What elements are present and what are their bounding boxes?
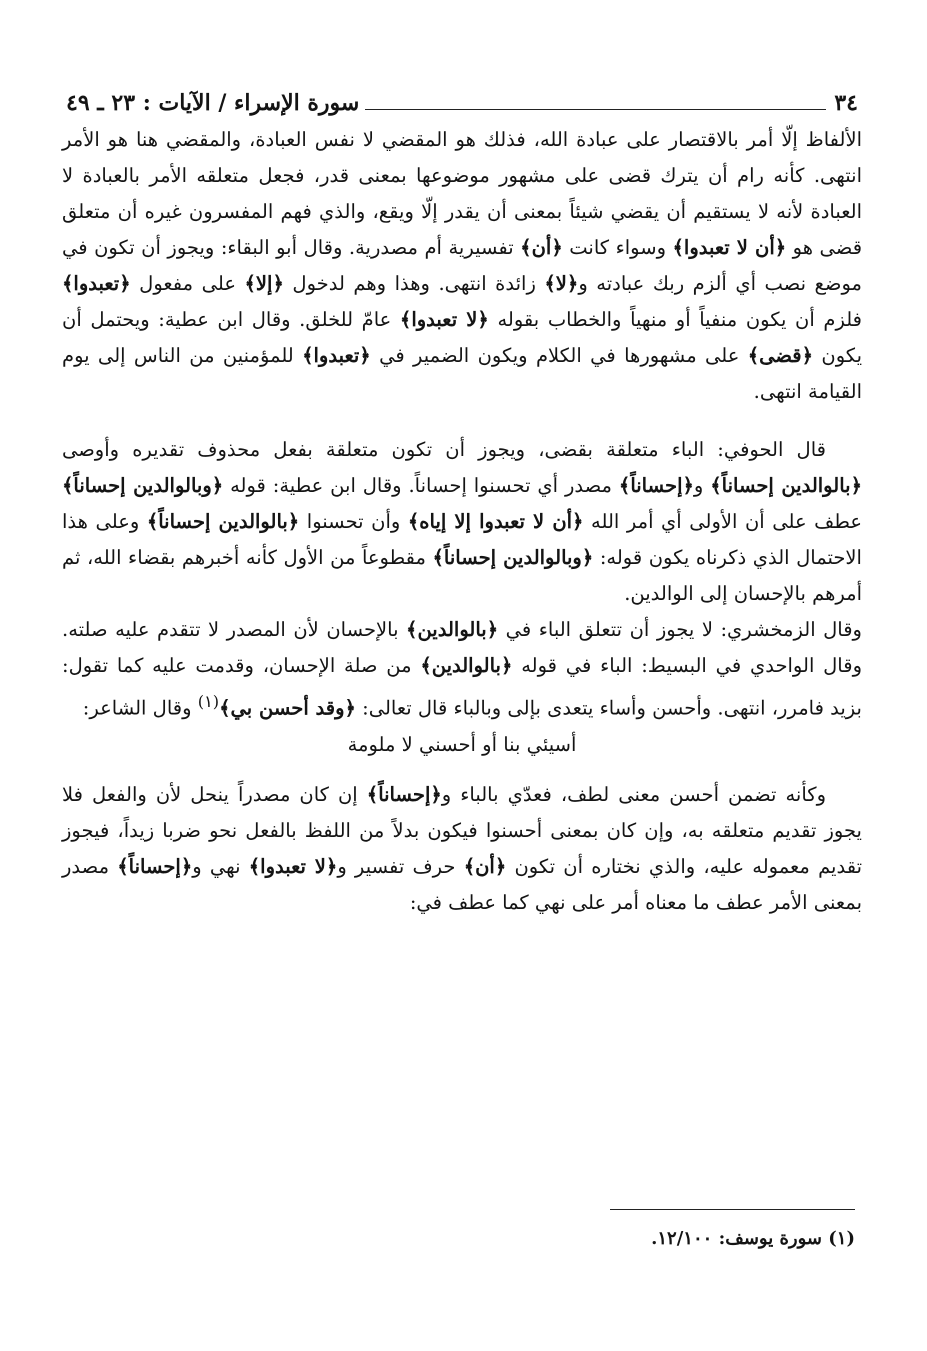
quran-quote: ﴿إحساناً﴾	[117, 854, 193, 878]
footnote-marker[interactable]: (١)	[197, 692, 220, 711]
text-run: للمؤمنين من الناس إلى يوم القيامة انتهى.	[62, 344, 862, 403]
text-run: وقال الشاعر:	[82, 696, 198, 720]
body-text	[62, 122, 862, 921]
quran-quote: ﴿لا تعبدوا﴾	[248, 854, 338, 878]
text-run: فلزم أن يكون منفياً أو منهياً والخطاب بقوله	[488, 308, 862, 331]
poetry-verse: أسيئي بنا أو أحسني لا ملومة	[347, 732, 577, 756]
text-run: إن كان مصدراً ينحل لأن والفعل فلا يجوز تقديم متعلقه به، وإن كان بمعنى أحسنوا فيكون بدلاً من اللفظ بالفعل نحو ضربا زيداً، فيجوز تقديم معموله عليه، والذي نختاره أن تكون	[62, 782, 863, 878]
text-run: زائدة انتهى. وهذا وهم لدخول	[283, 272, 545, 295]
quran-quote: ﴿بالوالدين﴾	[406, 618, 499, 641]
text-run: على مفعول	[130, 272, 245, 295]
quran-quote: ﴿أن﴾	[463, 854, 507, 878]
text-run: وأن تحسنوا	[299, 510, 408, 533]
quran-quote: ﴿وبالوالدين إحساناً﴾	[62, 474, 224, 497]
text-run: بالإحسان لأن المصدر لا تتقدم عليه صلته. وقال الواحدي في البسيط: الباء في قوله	[62, 618, 862, 677]
text-run: نهي و	[192, 854, 249, 878]
quran-quote: ﴿أن لا تعبدوا إلا إياه﴾	[407, 510, 584, 533]
text-run: وعلى هذا الاحتمال الذي ذكرناه يكون قوله:	[62, 510, 862, 569]
text-run: تفسيرية أم مصدرية. وقال أبو البقاء: ويجوز أن تكون في موضع نصب أي ألزم ربك عبادته و	[62, 236, 862, 295]
text-run: و	[693, 474, 711, 497]
text-run: عامّ للخلق. وقال ابن عطية: ويحتمل أن يكون	[62, 308, 862, 367]
quran-quote: ﴿إحساناً﴾	[618, 474, 694, 497]
quran-quote: ﴿قضى﴾	[747, 344, 814, 367]
text-run: قال الحوفي: الباء متعلقة بقضى، ويجوز أن تكون متعلقة بفعل محذوف تقديره وأوصى	[62, 438, 826, 461]
surah-title: سورة الإسراء / الآيات : ٢٣ ـ ٤٩	[66, 90, 360, 116]
quran-quote: ﴿تعبدوا﴾	[62, 272, 131, 295]
quran-quote: ﴿لا تعبدوا﴾	[399, 308, 489, 331]
quran-quote: ﴿أن﴾	[520, 236, 563, 259]
quran-quote: ﴿لا﴾	[544, 272, 579, 295]
footnote-rule	[610, 1209, 855, 1210]
text-run: حرف تفسير و	[337, 854, 464, 878]
paragraph-4	[62, 777, 862, 921]
paragraph-1	[62, 122, 862, 410]
quran-quote: ﴿تعبدوا﴾	[302, 344, 371, 367]
header-rule	[365, 109, 826, 110]
quran-quote: ﴿أن لا تعبدوا﴾	[672, 236, 787, 259]
quran-quote: ﴿بالوالدين إحساناً﴾	[710, 474, 862, 497]
running-header	[66, 82, 858, 116]
text-run: مقطوعاً من الأول كأنه أخبرهم بقضاء الله، ثم أمرهم بالإحسان إلى الوالدين.	[62, 546, 862, 605]
text-run: وسواء كانت	[562, 236, 673, 259]
quran-quote: ﴿إلا﴾	[244, 272, 284, 295]
text-run: وكأنه تضمن أحسن معنى لطف، فعدّي بالباء و	[441, 782, 827, 806]
paragraph-2	[62, 432, 862, 612]
text-run: من صلة الإحسان، وقدمت عليه كما تقول: بزيد فامرر، انتهى. وأحسن وأساء يتعدى بإلى وبالباء قال تعالى:	[62, 654, 862, 720]
quran-quote: ﴿إحساناً﴾	[366, 782, 442, 806]
text-run: عطف على أن الأولى أي أمر الله	[583, 510, 862, 533]
quran-quote: ﴿بالوالدين﴾	[420, 654, 513, 677]
quran-quote: ﴿بالوالدين إحساناً﴾	[146, 510, 300, 533]
paragraph-3	[62, 612, 862, 727]
text-run: على مشهورها في الكلام ويكون الضمير في	[370, 344, 748, 367]
footnote: (١) سورة يوسف: ١٢/١٠٠.	[651, 1228, 855, 1249]
text-run: الألفاظ إلّا أمر بالاقتصار على عبادة الله، فذلك هو المقضي لا نفس العبادة، والمقضي هنا هو الأمر انتهى. كأنه رام أن يترك قضى على مشهور موضوعها بمعنى قدر، فجعل متعلقه الأمر بالعبادة لا العبادة لأنه لا يستقيم أن يقضي شيئاً بمعنى أن يقدر إلّا ويقع، والذي فهم المفسرون غيره أن متعلق قضى هو	[62, 128, 863, 259]
text-run: وقال الزمخشري: لا يجوز أن تتعلق الباء في	[498, 618, 862, 641]
text-run: مصدر بمعنى الأمر عطف ما معناه أمر على نهي كما عطف في:	[62, 854, 862, 914]
quran-quote: ﴿وبالوالدين إحساناً﴾	[432, 546, 594, 569]
quran-quote: ﴿وقد أحسن بي﴾	[219, 696, 356, 720]
page-number: ٣٤	[834, 90, 858, 116]
text-run: مصدر أي تحسنوا إحساناً. وقال ابن عطية: قوله	[223, 474, 619, 497]
